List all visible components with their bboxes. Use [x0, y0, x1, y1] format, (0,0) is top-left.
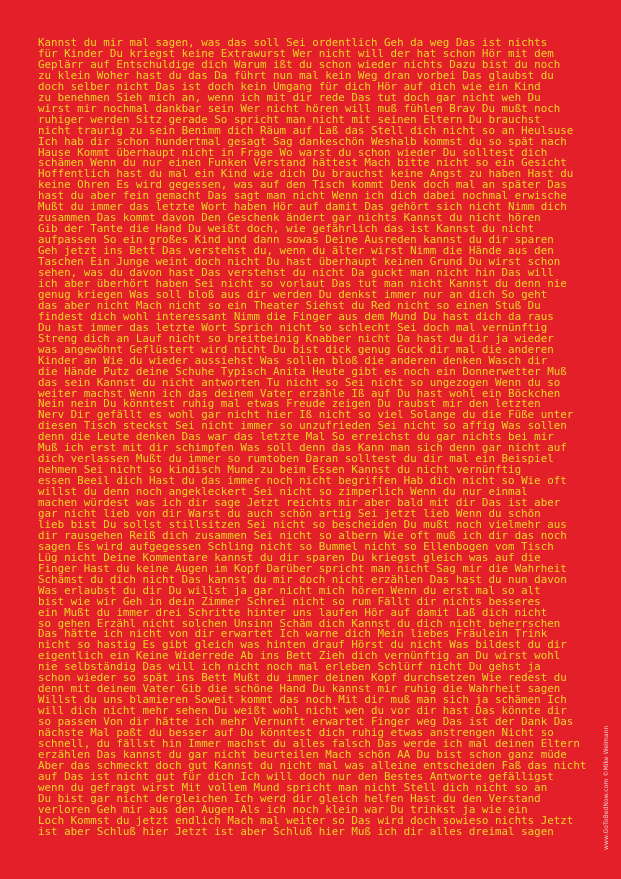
side-credit: www.GoToBedNow.com ©Mike Weimann [603, 725, 610, 850]
poster-body-text: Kannst du mir mal sagen, was das soll Sei ordentlich Geh da weg Das ist nichts für Kinder Du kriegst keine Extrawurst Wer nicht will der hat schon Hör mit dem Geplärr auf Entschuldige dich Warum ißt du schon wieder nichts Dazu bist du noch zu klein Woher hast du das Da führt nun mal kein Weg dran vorbei Das glaubst du doch selber nicht Das ist doch kein Umgang für dich Hör auf dich wie ein Kind zu benehmen Sieh mich an, wenn ich mit dir rede Das tut doch gar nicht weh Du wirst mir nochmal dankbar sein Wer nicht hören will muß fühlen Brav Du mußt noch ruhiger werden Sitz gerade So spricht man nicht mit seinen Eltern Du brauchst nicht traurig zu sein Benimm dich Räum auf Laß das Stell dich nicht so an Heulsuse Ich hab dir schon hundertmal gesagt Sag dankeschön Weshalb kommst du so spät nach Hause Kommt überhaupt nicht in Frage Wo warst du schon wieder Du solltest dich schämen Wenn du nur einen Funken Verstand hättest Mach bitte nicht so ein Gesicht Hoffentlich hast du mal ein Kind wie dich Du brauchst keine Angst zu haben Hast du keine Ohren Es wird gegessen, was auf den Tisch kommt Denk doch mal an später Das hast du aber fein gemacht Das sagt man nicht Wenn ich dich dabei nochmal erwische Mußt du immer das letzte Wort haben Hör auf damit Das gehört sich nicht Nimm dich zusammen Das kommt davon Den Geschenk ändert gar nichts Kannst du nicht hören Gib der Tante die Hand Du weißt doch, wie gefährlich das ist Kannst du nicht aufpassen So ein großes Kind und dann sowas Deine Ausreden kannst du dir sparen Geh jetzt ins Bett Das verstehst du, wenn du älter wirst Nimm die Hände aus den Taschen Ein Junge weint doch nicht Du hast überhaupt keinen Grund Du wirst schon sehen, was du davon hast Das verstehst du nicht Da guckt man nicht hin Das will ich aber überhört haben Sei nicht so vorlaut Das tut man nicht Kannst du denn nie genug kriegen Was soll bloß aus dir werden Du denkst immer nur an dich So geht das aber nicht Mach nicht so ein Theater Siehst du Red nicht so einen Stuß Du findest dich wohl interessant Nimm die Finger aus dem Mund Du hast dich da raus Du hast immer das letzte Wort Sprich nicht so schlecht Sei doch mal vernünftig Streng dich an Lauf nicht so breitbeinig Knabber nicht Da hast du dir ja wieder was angewöhnt Geflüstert wird nicht Du bist dick genug Guck dir mal die anderen Kinder an Wie du wieder aussiehst Was sollen bloß die anderen denken Wasch dir die Hände Putz deine Schuhe Typisch Anita Heute gibt es noch ein Donnerwetter Muß das sein Kannst du nicht antworten Tu nicht so Sei nicht so ungezogen Wenn du so weiter machst Wenn ich das deinem Vater erzähle Iß auf Du hast wohl ein Böckchen Nein nein Du könntest ruhig mal etwas Freude zeigen Du raubst mir den letzten Nerv Dir gefällt es wohl gar nicht hier Iß nicht so viel Solange du die Füße unter diesen Tisch steckst Sei nicht immer so unzufrieden Sei nicht so affig Was sollen denn die Leute denken Das war das letzte Mal So erreichst du gar nichts bei mir Muß ich erst mit dir schimpfen Was soll denn das Kann man sich denn gar nicht auf dich verlassen Mußt du immer so rumtoben Daran solltest du dir mal ein Beispiel nehmen Sei nicht so kindisch Mund zu beim Essen Kannst du nicht vernünftig essen Beeil dich Hast du das immer noch nicht begriffen Hab dich nicht so Wie oft willst du denn noch angekleckert Sei nicht so zimperlich Wenn du nur einmal machen würdest was ich dir sage Jetzt reichts mir aber bald mit dir Das ist aber gar nicht lieb von dir Warst du auch schön artig Sei jetzt lieb Wenn du schön lieb bist Du sollst stillsitzen Sei nicht so bescheiden Du mußt noch vielmehr aus dir rausgehen Reiß dich zusammen Sei nicht so albern Wie oft muß ich dir das noch sagen Es wird aufgegessen Schling nicht so Bummel nicht so Ellenbogen vom Tisch Lüg nicht Deine Kommentare kannst du dir sparen Du kriegst gleich was auf die Finger Hast du keine Augen im Kopf Darüber spricht man nicht Sag mir die Wahrheit Schämst du dich nicht Das kannst du mir doch nicht erzählen Das hast du nun davon Was erlaubst du dir Du willst ja gar nicht mich hören Wenn du erst mal so alt bist wie wir Geh in dein Zimmer Schrei nicht so rum Fällt dir nichts besseres ein Mußt du immer drei Schritte hinter uns laufen Hör auf damit Laß dich nicht so gehen Erzähl nicht solchen Unsinn Schäm dich Kannst du dich nicht beherrschen Das hätte ich nicht von dir erwartet Ich warne dich Mein liebes Fräulein Trink nicht so hastig Es gibt gleich was hinten drauf Hörst du nicht Was bildest du dir eigentlich ein Keine Widerrede Ab ins Bett Zieh dich vernünftig an Du wirst wohl nie selbständig Das will ich nicht noch mal erleben Schlürf nicht Du gehst ja schon wieder so spät ins Bett Mußt du immer deinen Kopf durchsetzen Wie redest du denn mit deinem Vater Gib die schöne Hand Du kannst mir ruhig die Wahrheit sagen Willst du uns blamieren Soweit kommt das noch Mit dir muß man sich ja schämen Ich will dich nicht mehr sehen Du weißt wohl nicht wen du vor dir hast Das könnte dir so passen Von dir hätte ich mehr Vernunft erwartet Finger weg Das ist der Dank Das nächste Mal paßt du besser auf Du könntest dich ruhig etwas anstrengen Nicht so schnell, du fällst hin Immer machst du alles falsch Das werde ich mal deinen Eltern erzählen Das kannst du gar nicht beurteilen Mach schön AA Du bist schon ganz müde Aber das schmeckt doch gut Kannst du nicht mal was alleine entscheiden Faß das nicht auf Das ist nicht gut für dich Ich will doch nur den Bestes Antworte gefälligst wenn du gefragt wirst Mit vollem Mund spricht man nicht Stell dich nicht so an Du bist gar nicht dergleichen Ich werd dir gleich helfen Hast du den Verstand verloren Geh mir aus den Augen Als ich noch klein war Du trinkst ja wie ein Loch Kommst du jetzt endlich Mach mal weiter so Das wird doch sowieso nichts Jetzt ist aber Schluß hier Jetzt ist aber Schluß hier Muß ich dir alles dreimal sagen [38, 38, 587, 838]
